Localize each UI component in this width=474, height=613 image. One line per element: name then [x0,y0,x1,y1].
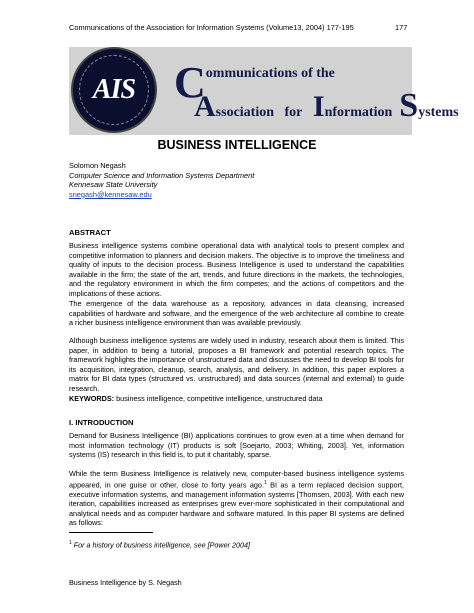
logo-text-association: ssociation [215,105,275,120]
journal-logo-title [174,58,459,124]
logo-text-information: nformation [324,105,393,120]
logo-letter-i: I [312,90,325,123]
logo-text-for: for [284,105,303,120]
logo-text-systems: ystems [418,105,459,120]
paper-title: BUSINESS INTELLIGENCE [157,138,317,152]
introduction-heading: I. INTRODUCTION [69,418,134,427]
footnote-marker: 1 [69,540,72,546]
emblem-text: AIS [92,74,136,105]
footnote [69,540,250,549]
footnote-reference[interactable]: 1 [263,479,267,486]
author-name: Solomon Negash [69,161,126,170]
author-university: Kennesaw State University [69,180,158,190]
footnote-text: For a history of business intelligence, see [Power 2004] [71,540,250,550]
abstract-paragraph-3: Although business intelligence systems are widely used in industry, research about them is limited. This paper, in addition to being a tutorial, proposes a BI framework and potential research topics. The framework highlights the importance of unstructured data and discusses the need to develop BI tools for its acquisition, integration, cleanup, search, analysis, and delivery. In addition, this paper explores a matrix for BI data types (structured vs. unstructured) and data sources (internal and external) to guide research. [69,336,404,393]
abstract-paragraph-2: The emergence of the data warehouse as a repository, advances in data cleansing, increased capabilities of hardware and software, and the emergence of the web architecture all combine to create a richer business intelligence environment than was available previously. [69,299,404,328]
logo-title-line2 [194,87,459,125]
logo-letter-c: C [174,58,206,107]
introduction-paragraph-1: Demand for Business Intelligence (BI) applications continues to grow even at a time when demand for most information technology (IT) products is soft [Soejarto, 2003; Whiting, 2003]. Yet, information systems (IS) research in this field is, to put it charitably, sparse. [69,431,404,460]
logo-letter-a: A [194,90,216,123]
author-department: Computer Science and Information Systems Department [69,170,255,180]
page-footer: Business Intelligence by S. Negash [69,578,182,587]
introduction-paragraph-2 [69,469,404,528]
ais-emblem-icon [71,47,157,133]
running-header: Communications of the Association for Information Systems (Volume13, 2004) 177-195 [69,23,354,32]
abstract-paragraph-1: Business intelligence systems combine operational data with analytical tools to present complex and competitive information to planners and decision makers. The objective is to improve the timeliness and quality of inputs to the decision process. Business Intelligence is used to understand the capabilities available in the firm; the state of the art, trends, and future directions in the markets, the technologies, and the regulatory environment in which the firm competes; and the actions of competitors and the implications of these actions. [69,241,404,298]
logo-text-communications: ommunications of the [205,66,335,81]
abstract-heading: ABSTRACT [69,228,111,237]
journal-logo-banner [69,47,459,135]
page-number: 177 [395,23,408,32]
keywords-label: KEYWORDS: [69,394,115,403]
author-email-link[interactable]: snegash@kennesaw.edu [69,189,152,199]
footnote-divider [69,532,153,533]
keywords-text: business intelligence, competitive intelligence, unstructured data [114,394,323,403]
keywords-line [69,394,404,404]
intro-p2-text-a: While the term Business Intelligence is relatively new, computer-based business intelligence systems appeared, in one guise or other, close to forty years ago. [69,469,404,489]
logo-letter-s: S [399,87,419,124]
intro-p2-text-b: BI as a term replaced decision support, executive information systems, and management information systems [Thomsen, 2003]. With each new iteration, capabilities increased as enterprises grew ever-more sophisticated in their computational and analytical needs and as computer hardware and software matured. In this paper BI systems are defined as follows: [69,480,404,528]
author-block [69,161,254,199]
